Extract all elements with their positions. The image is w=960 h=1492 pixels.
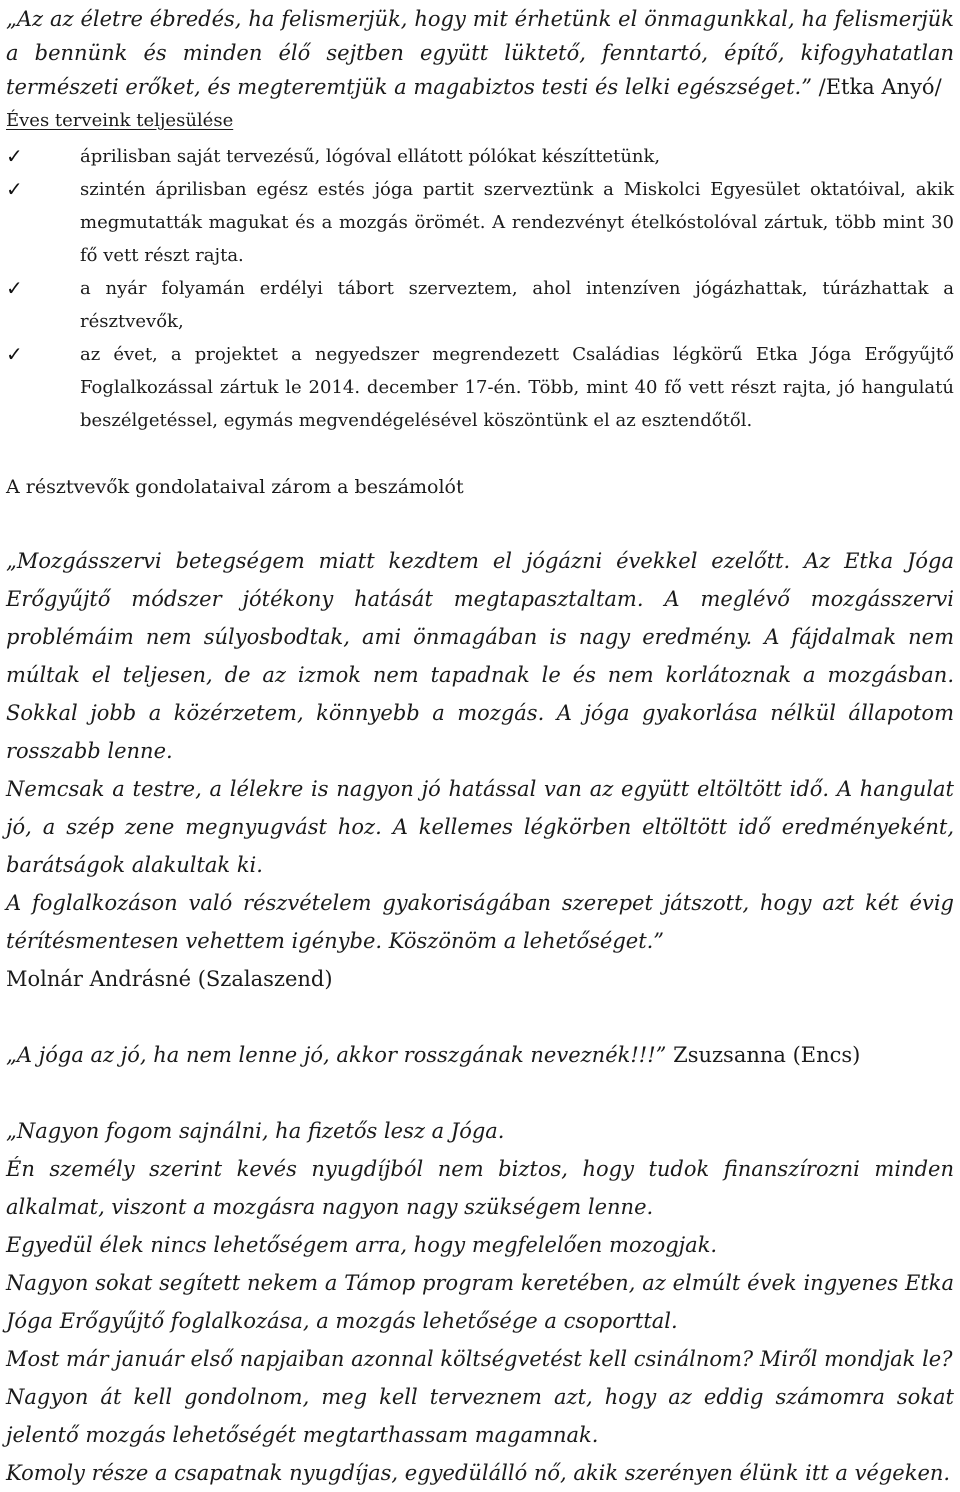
section-heading: Éves terveink teljesülése — [6, 110, 234, 131]
list-item-text: szintén áprilisban egész estés jóga partit szerveztünk a Miskolci Egyesület oktatóival, akik megmutatták magukat és a mozgás örömét. A rendezvényt ételkóstolóval zártuk, több mint 30 fő vett részt rajta. — [80, 179, 954, 266]
testimonial-2-author: Zsuzsanna (Encs) — [666, 1043, 861, 1067]
testimonial-3-line: „Nagyon fogom sajnálni, ha fizetős lesz a Jóga. — [6, 1119, 505, 1143]
testimonial-3-line: Most már január első napjaiban azonnal költségvetést kell csinálnom? Miről mondjak le? — [6, 1347, 953, 1371]
checkmark-icon: ✓ — [6, 177, 23, 201]
intro-quote — [6, 2, 954, 104]
testimonial-2-quote: „A jóga az jó, ha nem lenne jó, akkor rosszgának neveznék!!!” — [6, 1043, 667, 1067]
testimonial-1-paragraph-2: Nemcsak a testre, a lélekre is nagyon jó hatással van az együtt eltöltött idő. A hangulat jó, a szép zene megnyugvást hoz. A kellemes légkörben eltöltött idő eredményeként, barátságok alakultak ki. — [6, 777, 954, 877]
checkmark-icon: ✓ — [6, 276, 23, 300]
checkmark-icon: ✓ — [6, 144, 23, 168]
spacer — [6, 998, 954, 1036]
testimonial-3-line: Egyedül élek nincs lehetőségem arra, hogy megfelelően mozogjak. — [6, 1233, 718, 1257]
list-item — [6, 173, 954, 272]
testimonial-3-line: Komoly része a csapatnak nyugdíjas, egyedülálló nő, akik szerényen élünk itt a végeken. — [6, 1461, 951, 1485]
closing-intro: A résztvevők gondolataival zárom a beszámolót — [6, 476, 464, 498]
spacer — [6, 1074, 954, 1112]
testimonial-1-opening: „Mozgásszervi betegségem miatt kezdtem el jógázni évekkel ezelőtt. — [6, 549, 791, 573]
list-item — [6, 272, 954, 338]
intro-quote-attribution: /Etka Anyó/ — [811, 75, 942, 99]
testimonial-1-body: Az Etka Jóga Erőgyűjtő módszer jótékony hatását megtapasztaltam. A meglévő mozgásszervi problémáim nem súlyosbodtak, ami önmagában is nagy eredmény. A fájdalmak nem múltak el teljesen, de az izmok nem tapadnak le és nem korlátoznak a mozgásban. Sokkal jobb a közérzetem, könnyebb a mozgás. A jóga gyakorlása nélkül állapotom rosszabb lenne. — [6, 549, 954, 763]
checkmark-icon: ✓ — [6, 342, 23, 366]
testimonial-2 — [6, 1036, 954, 1074]
list-item — [6, 140, 954, 173]
testimonial-3-line: Nagyon sokat segített nekem a Támop program keretében, az elmúlt évek ingyenes Etka Jóga Erőgyűjtő foglalkozása, a mozgás lehetősége a csoporttal. — [6, 1271, 954, 1333]
list-item-text: áprilisban saját tervezésű, lógóval ellátott pólókat készíttetünk, — [80, 146, 661, 167]
list-item — [6, 338, 954, 437]
testimonial-1-paragraph-3: A foglalkozáson való részvételem gyakoriságában szerepet játszott, hogy azt két évig térítésmentesen vehettem igénybe. Köszönöm a lehetőséget.” — [6, 891, 954, 953]
testimonial-3-line: Nagyon át kell gondolnom, meg kell terveznem azt, hogy az eddig számomra sokat jelentő mozgás lehetőségét megtarthassam magamnak. — [6, 1385, 954, 1447]
intro-quote-text: „Az az életre ébredés, ha felismerjük, hogy mit érhetünk el önmagunkkal, ha felismerjük a bennünk és minden élő sejtben együtt lüktető, fenntartó, építő, kifogyhatatlan természeti erőket, és megteremtjük a magabiztos testi és lelki egészséget.” — [6, 7, 954, 99]
testimonial-1-author: Molnár Andrásné (Szalaszend) — [6, 967, 333, 991]
testimonial-1-paragraph-1 — [6, 542, 954, 770]
achievements-list — [6, 140, 954, 437]
testimonial-3-line: Én személy szerint kevés nyugdíjból nem biztos, hogy tudok finanszírozni minden alkalmat, viszont a mozgásra nagyon nagy szükségem lenne. — [6, 1157, 954, 1219]
list-item-text: az évet, a projektet a negyedszer megrendezett Családias légkörű Etka Jóga Erőgyűjtő Foglalkozással zártuk le 2014. december 17-én. Több, mint 40 fő vett részt rajta, jó hangulatú beszélgetéssel, egymás megvendégelésével köszöntünk el az esztendőtől. — [80, 344, 954, 431]
list-item-text: a nyár folyamán erdélyi tábort szerveztem, ahol intenzíven jógázhattak, túrázhattak a résztvevők, — [80, 278, 954, 332]
testimonials — [6, 542, 954, 1492]
